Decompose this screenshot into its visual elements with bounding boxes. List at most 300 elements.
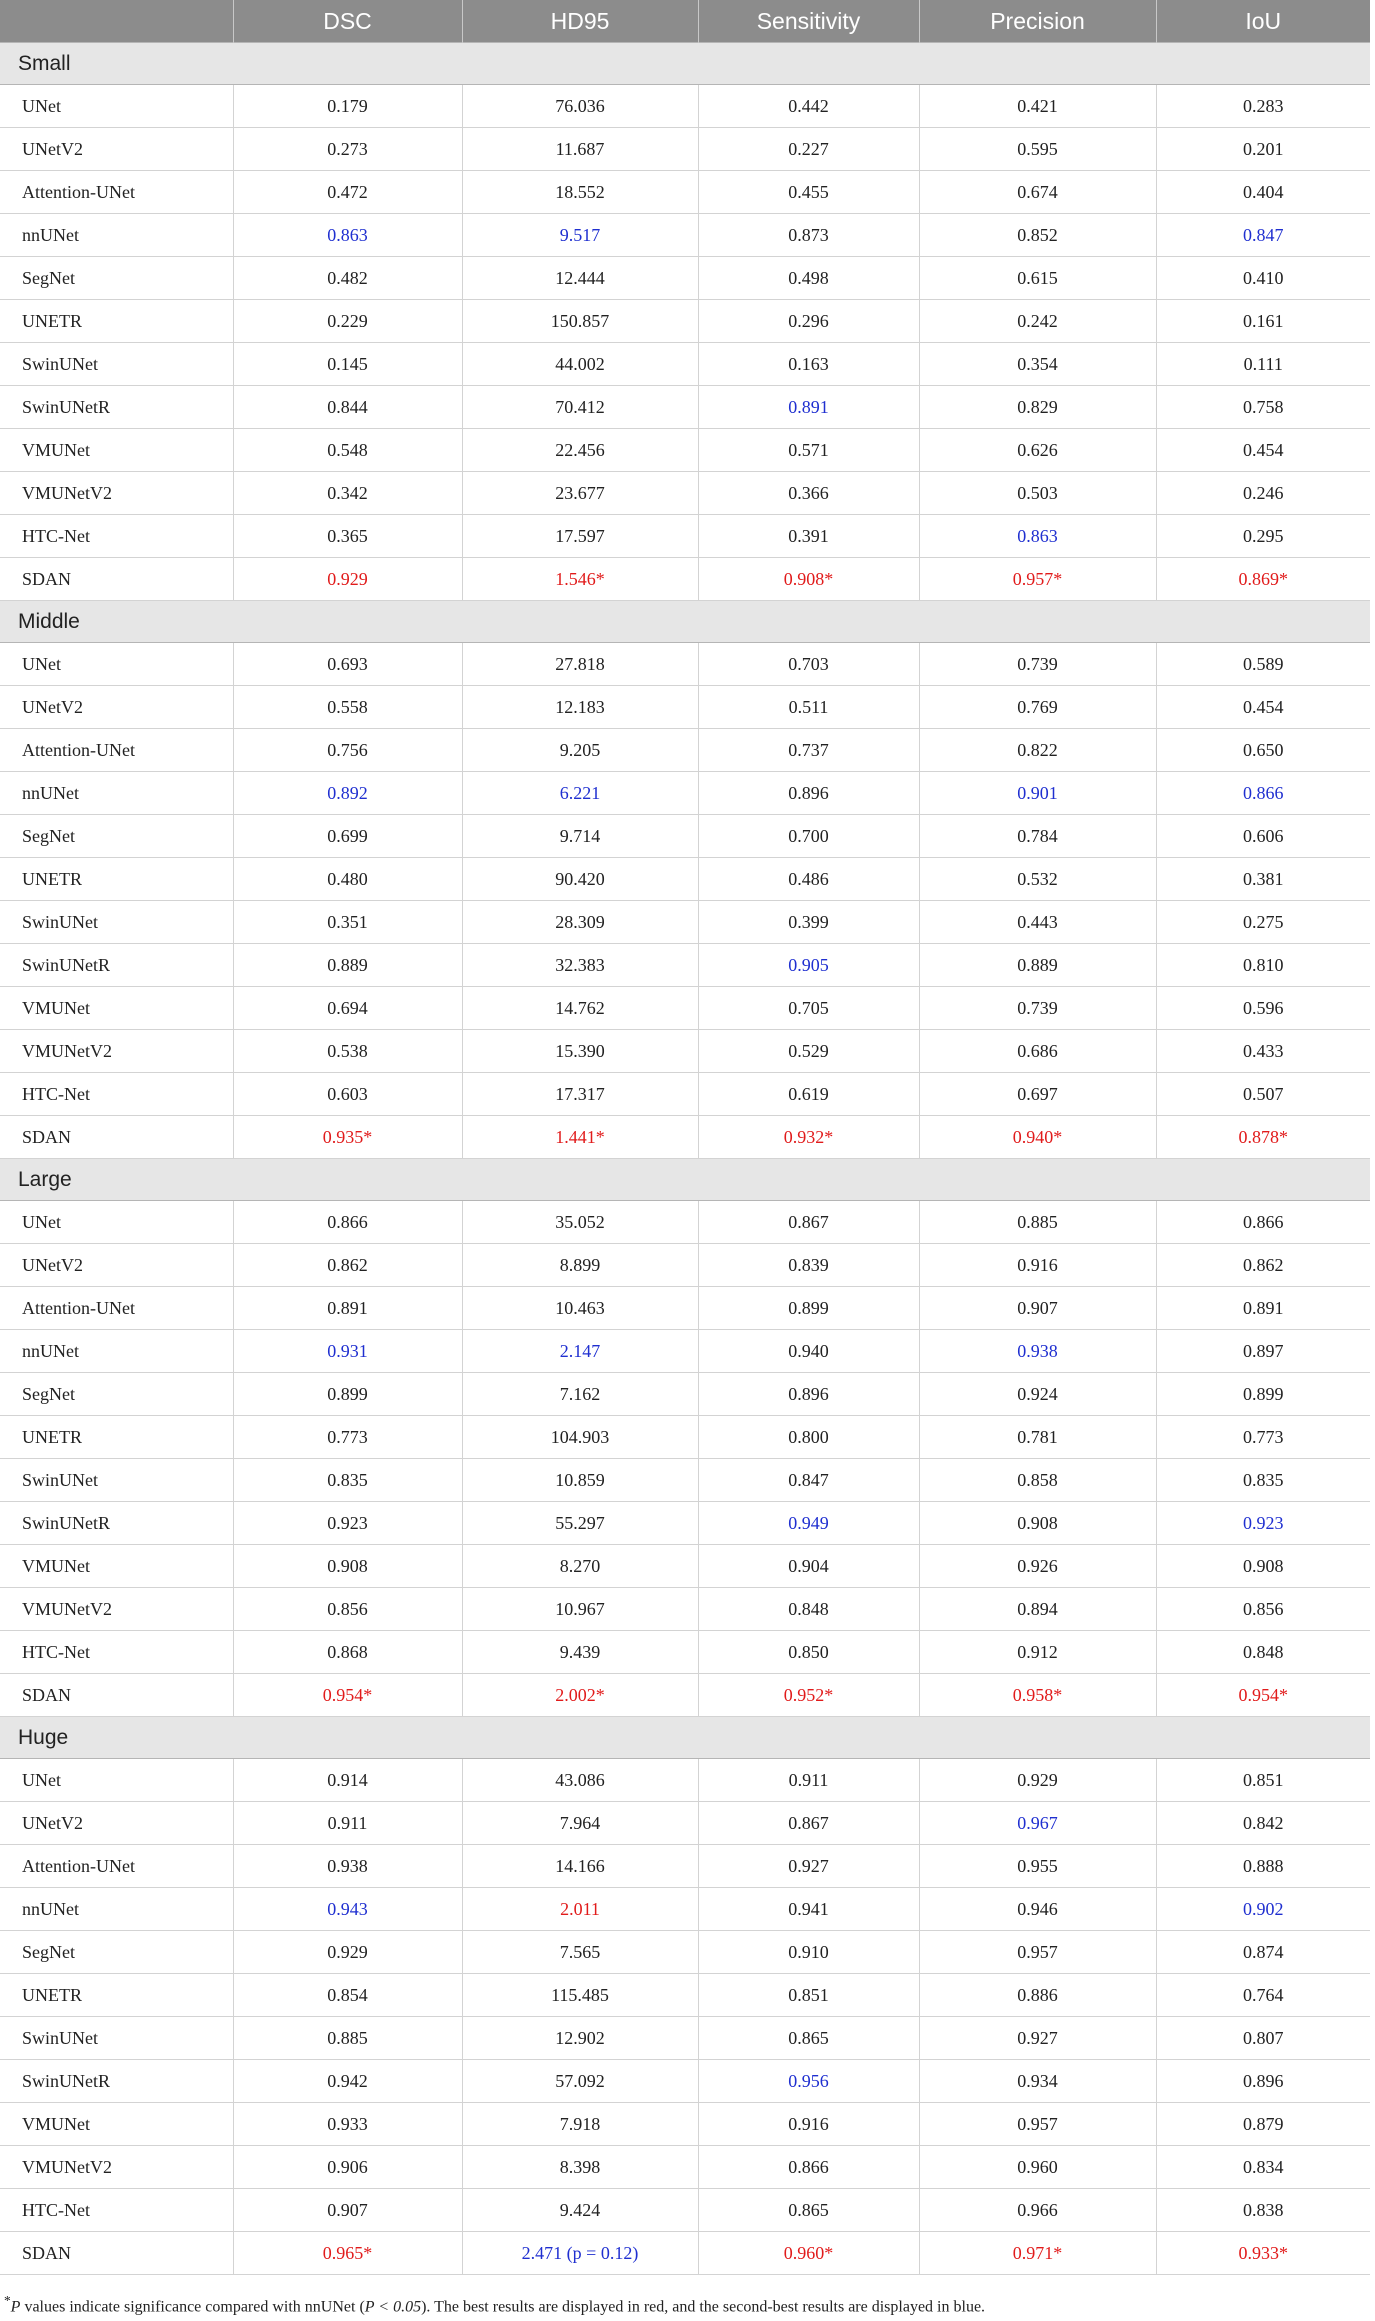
metric-cell-precision: 0.852 xyxy=(919,214,1156,257)
metric-cell-iou: 0.773 xyxy=(1156,1416,1370,1459)
metric-cell-precision: 0.822 xyxy=(919,729,1156,772)
model-name-cell: UNETR xyxy=(0,300,233,343)
model-name-cell: SDAN xyxy=(0,2232,233,2275)
metric-cell-hd95: 8.899 xyxy=(462,1244,698,1287)
metric-cell-precision: 0.894 xyxy=(919,1588,1156,1631)
metric-cell-iou: 0.764 xyxy=(1156,1974,1370,2017)
metric-cell-hd95: 23.677 xyxy=(462,472,698,515)
model-name-cell: nnUNet xyxy=(0,1888,233,1931)
metric-cell-iou: 0.404 xyxy=(1156,171,1370,214)
model-name-cell: Attention-UNet xyxy=(0,171,233,214)
metric-cell-hd95: 27.818 xyxy=(462,643,698,686)
metric-cell-iou: 0.888 xyxy=(1156,1845,1370,1888)
section-title: Large xyxy=(0,1159,1370,1201)
metric-cell-iou: 0.899 xyxy=(1156,1373,1370,1416)
metric-cell-dsc: 0.906 xyxy=(233,2146,462,2189)
metric-cell-hd95: 70.412 xyxy=(462,386,698,429)
metric-cell-precision: 0.829 xyxy=(919,386,1156,429)
metric-cell-hd95: 14.166 xyxy=(462,1845,698,1888)
model-name-cell: HTC-Net xyxy=(0,1631,233,1674)
metric-cell-iou: 0.275 xyxy=(1156,901,1370,944)
table-row xyxy=(0,429,1370,472)
header-cell-precision: Precision xyxy=(919,0,1156,43)
metric-cell-dsc: 0.342 xyxy=(233,472,462,515)
metric-cell-precision: 0.674 xyxy=(919,171,1156,214)
metric-cell-iou: 0.807 xyxy=(1156,2017,1370,2060)
metric-cell-iou: 0.454 xyxy=(1156,686,1370,729)
metric-cell-dsc: 0.273 xyxy=(233,128,462,171)
header-cell-sensitivity: Sensitivity xyxy=(698,0,919,43)
metric-cell-precision: 0.927 xyxy=(919,2017,1156,2060)
metric-cell-hd95: 90.420 xyxy=(462,858,698,901)
metric-cell-dsc: 0.773 xyxy=(233,1416,462,1459)
metric-cell-iou: 0.866 xyxy=(1156,772,1370,815)
table-footnote xyxy=(0,2293,1375,2316)
model-name-cell: HTC-Net xyxy=(0,515,233,558)
metric-cell-iou: 0.433 xyxy=(1156,1030,1370,1073)
metric-cell-iou: 0.246 xyxy=(1156,472,1370,515)
metric-cell-precision: 0.916 xyxy=(919,1244,1156,1287)
model-name-cell: UNETR xyxy=(0,858,233,901)
metric-cell-iou: 0.381 xyxy=(1156,858,1370,901)
metric-cell-sensitivity: 0.896 xyxy=(698,772,919,815)
model-name-cell: VMUNetV2 xyxy=(0,2146,233,2189)
metric-cell-dsc: 0.914 xyxy=(233,1759,462,1802)
metric-cell-dsc: 0.938 xyxy=(233,1845,462,1888)
table-row xyxy=(0,1330,1370,1373)
metric-cell-precision: 0.443 xyxy=(919,901,1156,944)
metric-cell-hd95: 115.485 xyxy=(462,1974,698,2017)
metric-cell-dsc: 0.907 xyxy=(233,2189,462,2232)
metric-cell-iou: 0.606 xyxy=(1156,815,1370,858)
metric-cell-iou: 0.933* xyxy=(1156,2232,1370,2275)
metric-cell-iou: 0.283 xyxy=(1156,85,1370,128)
model-name-cell: HTC-Net xyxy=(0,2189,233,2232)
metric-cell-sensitivity: 0.910 xyxy=(698,1931,919,1974)
model-name-cell: SwinUNetR xyxy=(0,386,233,429)
metric-cell-sensitivity: 0.839 xyxy=(698,1244,919,1287)
metric-cell-sensitivity: 0.949 xyxy=(698,1502,919,1545)
metric-cell-dsc: 0.179 xyxy=(233,85,462,128)
model-name-cell: SwinUNetR xyxy=(0,944,233,987)
table-row xyxy=(0,2232,1370,2275)
metric-cell-sensitivity: 0.399 xyxy=(698,901,919,944)
metric-cell-sensitivity: 0.529 xyxy=(698,1030,919,1073)
metric-cell-dsc: 0.548 xyxy=(233,429,462,472)
metric-cell-sensitivity: 0.960* xyxy=(698,2232,919,2275)
metric-cell-sensitivity: 0.940 xyxy=(698,1330,919,1373)
metric-cell-hd95: 28.309 xyxy=(462,901,698,944)
table-row xyxy=(0,1459,1370,1502)
metric-cell-hd95: 7.918 xyxy=(462,2103,698,2146)
model-name-cell: SDAN xyxy=(0,1674,233,1717)
footnote-text-a: values indicate significance compared with nnUNet ( xyxy=(20,2298,365,2316)
metric-cell-hd95: 12.902 xyxy=(462,2017,698,2060)
metric-cell-precision: 0.595 xyxy=(919,128,1156,171)
metric-cell-hd95: 15.390 xyxy=(462,1030,698,1073)
metric-cell-sensitivity: 0.899 xyxy=(698,1287,919,1330)
footnote-p-expression: P < 0.05 xyxy=(364,2298,422,2316)
table-row xyxy=(0,386,1370,429)
metric-cell-sensitivity: 0.891 xyxy=(698,386,919,429)
metric-cell-hd95: 2.147 xyxy=(462,1330,698,1373)
metric-cell-dsc: 0.693 xyxy=(233,643,462,686)
header-cell-model xyxy=(0,0,233,43)
metric-cell-precision: 0.966 xyxy=(919,2189,1156,2232)
metric-cell-hd95: 9.439 xyxy=(462,1631,698,1674)
metric-cell-iou: 0.847 xyxy=(1156,214,1370,257)
model-name-cell: nnUNet xyxy=(0,772,233,815)
header-cell-dsc: DSC xyxy=(233,0,462,43)
table-row xyxy=(0,1545,1370,1588)
metric-cell-iou: 0.891 xyxy=(1156,1287,1370,1330)
metric-cell-sensitivity: 0.908* xyxy=(698,558,919,601)
metric-cell-dsc: 0.856 xyxy=(233,1588,462,1631)
metric-cell-hd95: 14.762 xyxy=(462,987,698,1030)
metric-cell-precision: 0.926 xyxy=(919,1545,1156,1588)
metric-cell-precision: 0.938 xyxy=(919,1330,1156,1373)
metric-cell-dsc: 0.365 xyxy=(233,515,462,558)
metric-cell-iou: 0.866 xyxy=(1156,1201,1370,1244)
metric-cell-sensitivity: 0.700 xyxy=(698,815,919,858)
metric-cell-iou: 0.201 xyxy=(1156,128,1370,171)
metric-cell-sensitivity: 0.896 xyxy=(698,1373,919,1416)
table-body xyxy=(0,43,1370,2275)
metric-cell-sensitivity: 0.227 xyxy=(698,128,919,171)
table-header xyxy=(0,0,1370,43)
footnote-p-symbol: P xyxy=(10,2298,21,2316)
metric-cell-sensitivity: 0.848 xyxy=(698,1588,919,1631)
metric-cell-dsc: 0.862 xyxy=(233,1244,462,1287)
metric-cell-dsc: 0.480 xyxy=(233,858,462,901)
metric-cell-hd95: 7.964 xyxy=(462,1802,698,1845)
model-name-cell: SwinUNet xyxy=(0,901,233,944)
metric-cell-hd95: 2.471 (p = 0.12) xyxy=(462,2232,698,2275)
metric-cell-iou: 0.596 xyxy=(1156,987,1370,1030)
table-row xyxy=(0,2189,1370,2232)
metric-cell-sensitivity: 0.800 xyxy=(698,1416,919,1459)
model-name-cell: HTC-Net xyxy=(0,1073,233,1116)
metric-cell-dsc: 0.935* xyxy=(233,1116,462,1159)
metric-cell-precision: 0.858 xyxy=(919,1459,1156,1502)
metric-cell-dsc: 0.603 xyxy=(233,1073,462,1116)
table-row xyxy=(0,1845,1370,1888)
metric-cell-sensitivity: 0.905 xyxy=(698,944,919,987)
metric-cell-hd95: 17.597 xyxy=(462,515,698,558)
model-name-cell: UNet xyxy=(0,1759,233,1802)
footnote-text-b: ). The best results are displayed in red, and the second-best results are displayed in blue. xyxy=(421,2298,986,2316)
metric-cell-precision: 0.957 xyxy=(919,1931,1156,1974)
footnote-mark: * xyxy=(4,2293,11,2308)
table-row xyxy=(0,257,1370,300)
model-name-cell: UNETR xyxy=(0,1416,233,1459)
table-row xyxy=(0,1674,1370,1717)
table-row xyxy=(0,472,1370,515)
table-row xyxy=(0,729,1370,772)
metric-cell-dsc: 0.929 xyxy=(233,1931,462,1974)
metric-cell-dsc: 0.931 xyxy=(233,1330,462,1373)
model-name-cell: Attention-UNet xyxy=(0,729,233,772)
metric-cell-precision: 0.354 xyxy=(919,343,1156,386)
metric-cell-iou: 0.869* xyxy=(1156,558,1370,601)
metric-cell-hd95: 8.398 xyxy=(462,2146,698,2189)
table-row xyxy=(0,858,1370,901)
metric-cell-sensitivity: 0.941 xyxy=(698,1888,919,1931)
table-row xyxy=(0,944,1370,987)
metric-cell-sensitivity: 0.865 xyxy=(698,2017,919,2060)
metric-cell-iou: 0.878* xyxy=(1156,1116,1370,1159)
table-row xyxy=(0,300,1370,343)
metric-cell-dsc: 0.844 xyxy=(233,386,462,429)
metric-cell-dsc: 0.965* xyxy=(233,2232,462,2275)
model-name-cell: SwinUNet xyxy=(0,2017,233,2060)
model-name-cell: UNetV2 xyxy=(0,686,233,729)
metric-cell-hd95: 9.517 xyxy=(462,214,698,257)
metric-cell-dsc: 0.694 xyxy=(233,987,462,1030)
table-row xyxy=(0,1588,1370,1631)
model-name-cell: VMUNet xyxy=(0,2103,233,2146)
metric-cell-hd95: 44.002 xyxy=(462,343,698,386)
model-name-cell: SDAN xyxy=(0,1116,233,1159)
metric-cell-hd95: 9.714 xyxy=(462,815,698,858)
metric-cell-hd95: 35.052 xyxy=(462,1201,698,1244)
model-name-cell: nnUNet xyxy=(0,1330,233,1373)
metric-cell-iou: 0.295 xyxy=(1156,515,1370,558)
metric-cell-precision: 0.940* xyxy=(919,1116,1156,1159)
model-name-cell: VMUNet xyxy=(0,987,233,1030)
metric-cell-sensitivity: 0.873 xyxy=(698,214,919,257)
metric-cell-hd95: 2.002* xyxy=(462,1674,698,1717)
table-row xyxy=(0,901,1370,944)
metric-cell-dsc: 0.699 xyxy=(233,815,462,858)
metric-cell-hd95: 7.565 xyxy=(462,1931,698,1974)
table-row xyxy=(0,2060,1370,2103)
metric-cell-dsc: 0.911 xyxy=(233,1802,462,1845)
metric-cell-precision: 0.863 xyxy=(919,515,1156,558)
table-row xyxy=(0,815,1370,858)
table-row xyxy=(0,558,1370,601)
table-row xyxy=(0,643,1370,686)
metric-cell-hd95: 104.903 xyxy=(462,1416,698,1459)
metric-cell-sensitivity: 0.619 xyxy=(698,1073,919,1116)
metric-cell-precision: 0.769 xyxy=(919,686,1156,729)
model-name-cell: SegNet xyxy=(0,1931,233,1974)
metric-cell-iou: 0.879 xyxy=(1156,2103,1370,2146)
model-name-cell: SegNet xyxy=(0,1373,233,1416)
header-cell-hd95: HD95 xyxy=(462,0,698,43)
section-row xyxy=(0,43,1370,85)
metric-cell-iou: 0.848 xyxy=(1156,1631,1370,1674)
metric-cell-precision: 0.503 xyxy=(919,472,1156,515)
metric-cell-hd95: 9.205 xyxy=(462,729,698,772)
model-name-cell: Attention-UNet xyxy=(0,1845,233,1888)
metric-cell-sensitivity: 0.391 xyxy=(698,515,919,558)
metric-cell-sensitivity: 0.956 xyxy=(698,2060,919,2103)
metric-cell-precision: 0.960 xyxy=(919,2146,1156,2189)
metric-cell-iou: 0.838 xyxy=(1156,2189,1370,2232)
table-row xyxy=(0,1802,1370,1845)
table-row xyxy=(0,1502,1370,1545)
table-row xyxy=(0,2146,1370,2189)
metric-cell-iou: 0.161 xyxy=(1156,300,1370,343)
metric-cell-precision: 0.957* xyxy=(919,558,1156,601)
metric-cell-dsc: 0.472 xyxy=(233,171,462,214)
metric-cell-hd95: 7.162 xyxy=(462,1373,698,1416)
model-name-cell: SwinUNet xyxy=(0,343,233,386)
metric-cell-sensitivity: 0.867 xyxy=(698,1201,919,1244)
metric-cell-hd95: 12.183 xyxy=(462,686,698,729)
metric-cell-sensitivity: 0.498 xyxy=(698,257,919,300)
metric-cell-precision: 0.697 xyxy=(919,1073,1156,1116)
metric-cell-hd95: 11.687 xyxy=(462,128,698,171)
metric-cell-dsc: 0.538 xyxy=(233,1030,462,1073)
table-row xyxy=(0,1030,1370,1073)
metric-cell-dsc: 0.885 xyxy=(233,2017,462,2060)
metric-cell-dsc: 0.891 xyxy=(233,1287,462,1330)
metric-cell-dsc: 0.908 xyxy=(233,1545,462,1588)
metric-cell-dsc: 0.558 xyxy=(233,686,462,729)
table-row xyxy=(0,1631,1370,1674)
metric-cell-dsc: 0.229 xyxy=(233,300,462,343)
metric-cell-dsc: 0.943 xyxy=(233,1888,462,1931)
table-row xyxy=(0,1416,1370,1459)
model-name-cell: VMUNetV2 xyxy=(0,1588,233,1631)
metric-cell-precision: 0.912 xyxy=(919,1631,1156,1674)
table-row xyxy=(0,343,1370,386)
metric-cell-sensitivity: 0.851 xyxy=(698,1974,919,2017)
section-title: Middle xyxy=(0,601,1370,643)
metric-cell-dsc: 0.482 xyxy=(233,257,462,300)
table-row xyxy=(0,1116,1370,1159)
metric-cell-dsc: 0.954* xyxy=(233,1674,462,1717)
table-row xyxy=(0,85,1370,128)
model-name-cell: VMUNet xyxy=(0,1545,233,1588)
metric-cell-iou: 0.902 xyxy=(1156,1888,1370,1931)
table-row xyxy=(0,1244,1370,1287)
model-name-cell: UNet xyxy=(0,643,233,686)
table-row xyxy=(0,987,1370,1030)
metric-cell-iou: 0.897 xyxy=(1156,1330,1370,1373)
metric-cell-iou: 0.954* xyxy=(1156,1674,1370,1717)
metric-cell-sensitivity: 0.703 xyxy=(698,643,919,686)
table-row xyxy=(0,1888,1370,1931)
metric-cell-dsc: 0.892 xyxy=(233,772,462,815)
metric-cell-dsc: 0.899 xyxy=(233,1373,462,1416)
metric-cell-sensitivity: 0.442 xyxy=(698,85,919,128)
metric-cell-precision: 0.908 xyxy=(919,1502,1156,1545)
model-name-cell: SegNet xyxy=(0,257,233,300)
metric-cell-sensitivity: 0.511 xyxy=(698,686,919,729)
metric-cell-dsc: 0.835 xyxy=(233,1459,462,1502)
metric-cell-hd95: 6.221 xyxy=(462,772,698,815)
metric-cell-iou: 0.589 xyxy=(1156,643,1370,686)
metric-cell-dsc: 0.866 xyxy=(233,1201,462,1244)
metric-cell-sensitivity: 0.927 xyxy=(698,1845,919,1888)
metric-cell-precision: 0.971* xyxy=(919,2232,1156,2275)
metric-cell-precision: 0.889 xyxy=(919,944,1156,987)
model-name-cell: VMUNetV2 xyxy=(0,472,233,515)
metric-cell-hd95: 2.011 xyxy=(462,1888,698,1931)
model-name-cell: SwinUNetR xyxy=(0,1502,233,1545)
metric-cell-precision: 0.626 xyxy=(919,429,1156,472)
metric-cell-sensitivity: 0.904 xyxy=(698,1545,919,1588)
table-row xyxy=(0,1759,1370,1802)
section-row xyxy=(0,1717,1370,1759)
metric-cell-precision: 0.781 xyxy=(919,1416,1156,1459)
model-name-cell: SwinUNetR xyxy=(0,2060,233,2103)
metric-cell-hd95: 10.859 xyxy=(462,1459,698,1502)
metric-cell-sensitivity: 0.865 xyxy=(698,2189,919,2232)
metric-cell-sensitivity: 0.847 xyxy=(698,1459,919,1502)
metric-cell-sensitivity: 0.705 xyxy=(698,987,919,1030)
model-name-cell: UNetV2 xyxy=(0,1244,233,1287)
metric-cell-sensitivity: 0.911 xyxy=(698,1759,919,1802)
metric-cell-dsc: 0.942 xyxy=(233,2060,462,2103)
metric-cell-dsc: 0.923 xyxy=(233,1502,462,1545)
metric-cell-precision: 0.784 xyxy=(919,815,1156,858)
metric-cell-iou: 0.908 xyxy=(1156,1545,1370,1588)
metric-cell-hd95: 55.297 xyxy=(462,1502,698,1545)
model-name-cell: Attention-UNet xyxy=(0,1287,233,1330)
metric-cell-precision: 0.929 xyxy=(919,1759,1156,1802)
metric-cell-dsc: 0.929 xyxy=(233,558,462,601)
metric-cell-sensitivity: 0.486 xyxy=(698,858,919,901)
table-row xyxy=(0,1073,1370,1116)
table-row xyxy=(0,1201,1370,1244)
metric-cell-hd95: 57.092 xyxy=(462,2060,698,2103)
metric-cell-iou: 0.862 xyxy=(1156,1244,1370,1287)
metric-cell-precision: 0.901 xyxy=(919,772,1156,815)
metric-cell-dsc: 0.145 xyxy=(233,343,462,386)
metric-cell-hd95: 9.424 xyxy=(462,2189,698,2232)
table-row xyxy=(0,686,1370,729)
model-name-cell: SegNet xyxy=(0,815,233,858)
metric-cell-hd95: 1.546* xyxy=(462,558,698,601)
metric-cell-hd95: 18.552 xyxy=(462,171,698,214)
metric-cell-precision: 0.958* xyxy=(919,1674,1156,1717)
metric-cell-iou: 0.856 xyxy=(1156,1588,1370,1631)
metric-cell-iou: 0.851 xyxy=(1156,1759,1370,1802)
metric-cell-iou: 0.650 xyxy=(1156,729,1370,772)
metric-cell-hd95: 1.441* xyxy=(462,1116,698,1159)
table-row xyxy=(0,171,1370,214)
metric-cell-sensitivity: 0.932* xyxy=(698,1116,919,1159)
table-row xyxy=(0,515,1370,558)
model-name-cell: VMUNetV2 xyxy=(0,1030,233,1073)
model-name-cell: UNet xyxy=(0,1201,233,1244)
metric-cell-precision: 0.946 xyxy=(919,1888,1156,1931)
model-name-cell: UNetV2 xyxy=(0,128,233,171)
metric-cell-dsc: 0.351 xyxy=(233,901,462,944)
metric-cell-sensitivity: 0.867 xyxy=(698,1802,919,1845)
table-row xyxy=(0,1974,1370,2017)
metric-cell-precision: 0.739 xyxy=(919,643,1156,686)
metric-cell-iou: 0.835 xyxy=(1156,1459,1370,1502)
metric-cell-sensitivity: 0.952* xyxy=(698,1674,919,1717)
metric-cell-precision: 0.955 xyxy=(919,1845,1156,1888)
metric-cell-hd95: 43.086 xyxy=(462,1759,698,1802)
metric-cell-precision: 0.686 xyxy=(919,1030,1156,1073)
metric-cell-iou: 0.834 xyxy=(1156,2146,1370,2189)
metric-cell-precision: 0.907 xyxy=(919,1287,1156,1330)
table-row xyxy=(0,1931,1370,1974)
section-row xyxy=(0,1159,1370,1201)
metric-cell-sensitivity: 0.737 xyxy=(698,729,919,772)
section-title: Small xyxy=(0,43,1370,85)
header-cell-iou: IoU xyxy=(1156,0,1370,43)
metric-cell-precision: 0.886 xyxy=(919,1974,1156,2017)
model-name-cell: nnUNet xyxy=(0,214,233,257)
